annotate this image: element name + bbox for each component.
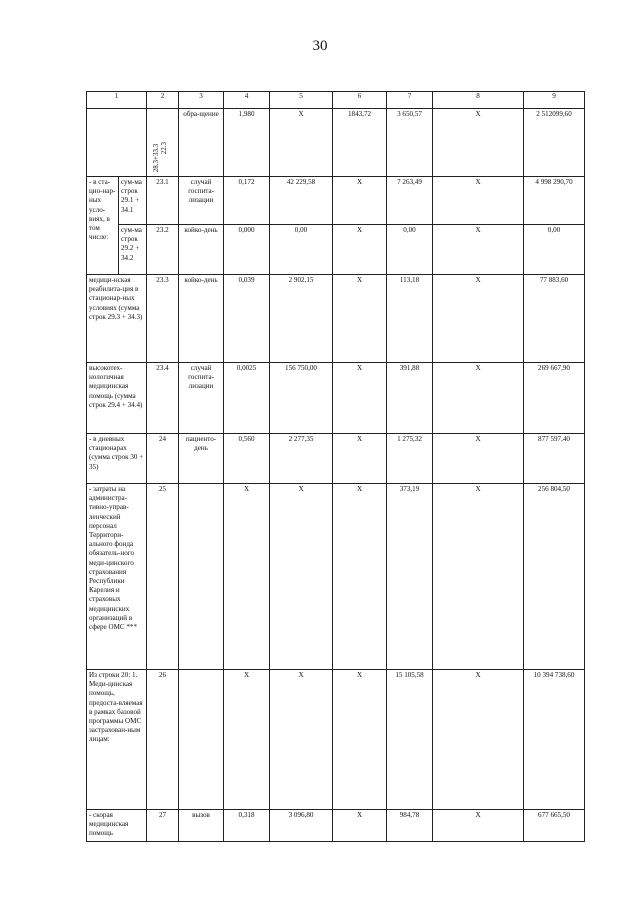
value-cell: 0,172 — [224, 177, 270, 225]
value-cell: 269 667,90 — [524, 363, 585, 434]
value-cell: Х — [433, 225, 524, 275]
header-cell: 6 — [333, 92, 387, 109]
page-number: 30 — [312, 38, 328, 54]
header-cell: 4 — [224, 92, 270, 109]
unit-cell: койко-день — [179, 275, 224, 363]
row-label-cell — [87, 109, 147, 177]
value-cell: Х — [433, 484, 524, 670]
value-cell: Х — [433, 363, 524, 434]
value-cell: Х — [433, 810, 524, 842]
code-cell: 23.2 — [147, 225, 179, 275]
value-cell: 7 263,49 — [387, 177, 433, 225]
row-label-cell: - скорая медицинская помощь — [87, 810, 147, 842]
table-row — [87, 670, 585, 810]
code-cell — [147, 109, 179, 177]
table-row — [87, 434, 585, 484]
value-cell: 3 096,80 — [270, 810, 333, 842]
value-cell: Х — [270, 670, 333, 810]
value-cell: 391,88 — [387, 363, 433, 434]
value-cell: 877 597,40 — [524, 434, 585, 484]
unit-cell — [179, 484, 224, 670]
header-cell: 3 — [179, 92, 224, 109]
value-cell: 677 665,50 — [524, 810, 585, 842]
value-cell: Х — [333, 434, 387, 484]
value-cell: 2 902,15 — [270, 275, 333, 363]
code-cell: 27 — [147, 810, 179, 842]
row-label-cell: - затраты на администра-тивно-управ-ленческий персонал Территори-ального фонда обязатель-ного меди-цинского страхования Республики Карелия и страховых медицинских организаций в сфере ОМС *** — [87, 484, 147, 670]
code-cell: 23.1 — [147, 177, 179, 225]
value-cell: 0,00 — [270, 225, 333, 275]
value-cell: 373,19 — [387, 484, 433, 670]
code-cell: 25 — [147, 484, 179, 670]
header-cell: 9 — [524, 92, 585, 109]
unit-cell: вызов — [179, 810, 224, 842]
row-label-cell: - в дневных стационарах (сумма строк 30 + 35) — [87, 434, 147, 484]
value-cell: 156 750,00 — [270, 363, 333, 434]
value-cell: Х — [333, 363, 387, 434]
value-cell: 2 277,35 — [270, 434, 333, 484]
table-row — [87, 109, 585, 177]
value-cell: 15 105,58 — [387, 670, 433, 810]
value-cell: 113,18 — [387, 275, 433, 363]
unit-cell: койко-день — [179, 225, 224, 275]
row-label-cell: - в ста-цио-нар-ных усло-виях, в том числе: — [87, 177, 119, 275]
header-cell: 7 — [387, 92, 433, 109]
value-cell: Х — [270, 484, 333, 670]
value-cell: 0,000 — [224, 225, 270, 275]
row-label-cell: медици-нская реабилита-ция в стационар-ных условиях (сумма строк 29.3 + 34.3) — [87, 275, 147, 363]
value-cell: Х — [333, 275, 387, 363]
table-row — [87, 225, 585, 275]
row-sublabel-cell: сум-ма строк 29.1 + 34.1 — [119, 177, 147, 225]
unit-cell: случай госпита-лизации — [179, 177, 224, 225]
unit-cell: случай госпита-лизации — [179, 363, 224, 434]
value-cell: 0,560 — [224, 434, 270, 484]
value-cell: 3 650,57 — [387, 109, 433, 177]
value-cell: Х — [270, 109, 333, 177]
code-cell: 23.3 — [147, 275, 179, 363]
value-cell: 2 512099,60 — [524, 109, 585, 177]
table-row — [87, 810, 585, 842]
code-cell: 26 — [147, 670, 179, 810]
value-cell: Х — [333, 670, 387, 810]
unit-cell: обра-щение — [179, 109, 224, 177]
unit-cell — [179, 670, 224, 810]
header-cell: 2 — [147, 92, 179, 109]
value-cell: 1843,72 — [333, 109, 387, 177]
value-cell: 77 883,60 — [524, 275, 585, 363]
value-cell: 0,318 — [224, 810, 270, 842]
table-row — [87, 177, 585, 225]
value-cell: 0,00 — [524, 225, 585, 275]
value-cell: Х — [333, 484, 387, 670]
value-cell: Х — [224, 484, 270, 670]
value-cell: 0,039 — [224, 275, 270, 363]
header-cell: 1 — [87, 92, 147, 109]
value-cell: Х — [433, 670, 524, 810]
header-cell: 5 — [270, 92, 333, 109]
budget-table — [86, 91, 585, 842]
value-cell: 0,00 — [387, 225, 433, 275]
code-vertical: 22.3 — [159, 141, 168, 154]
code-cell: 23.4 — [147, 363, 179, 434]
value-cell: 256 804,50 — [524, 484, 585, 670]
header-cell: 8 — [433, 92, 524, 109]
value-cell: 1 275,32 — [387, 434, 433, 484]
table-row — [87, 484, 585, 670]
value-cell: Х — [333, 177, 387, 225]
value-cell: 1,980 — [224, 109, 270, 177]
value-cell: Х — [433, 275, 524, 363]
value-cell: 0,0025 — [224, 363, 270, 434]
table-row — [87, 275, 585, 363]
value-cell: Х — [433, 109, 524, 177]
value-cell: Х — [433, 434, 524, 484]
header-row — [87, 92, 585, 109]
value-cell: Х — [224, 670, 270, 810]
row-label-cell: Из строки 20: 1. Меди-цинская помощь, предоста-вляемая в рамках базовой программы ОМС застрахован-ным лицам: — [87, 670, 147, 810]
value-cell: Х — [333, 225, 387, 275]
value-cell: Х — [333, 810, 387, 842]
value-cell: 42 229,58 — [270, 177, 333, 225]
row-label-cell: высокотех-нологичная медицинская помощь (сумма строк 29.4 + 34.4) — [87, 363, 147, 434]
value-cell: 984,78 — [387, 810, 433, 842]
code-vertical: 28.3+33.3 — [151, 143, 160, 172]
value-cell: 4 998 290,70 — [524, 177, 585, 225]
table-row — [87, 363, 585, 434]
row-sublabel-cell: сум-ма строк 29.2 + 34.2 — [119, 225, 147, 275]
value-cell: 10 394 738,60 — [524, 670, 585, 810]
code-cell: 24 — [147, 434, 179, 484]
value-cell: Х — [433, 177, 524, 225]
unit-cell: пациенто-день — [179, 434, 224, 484]
